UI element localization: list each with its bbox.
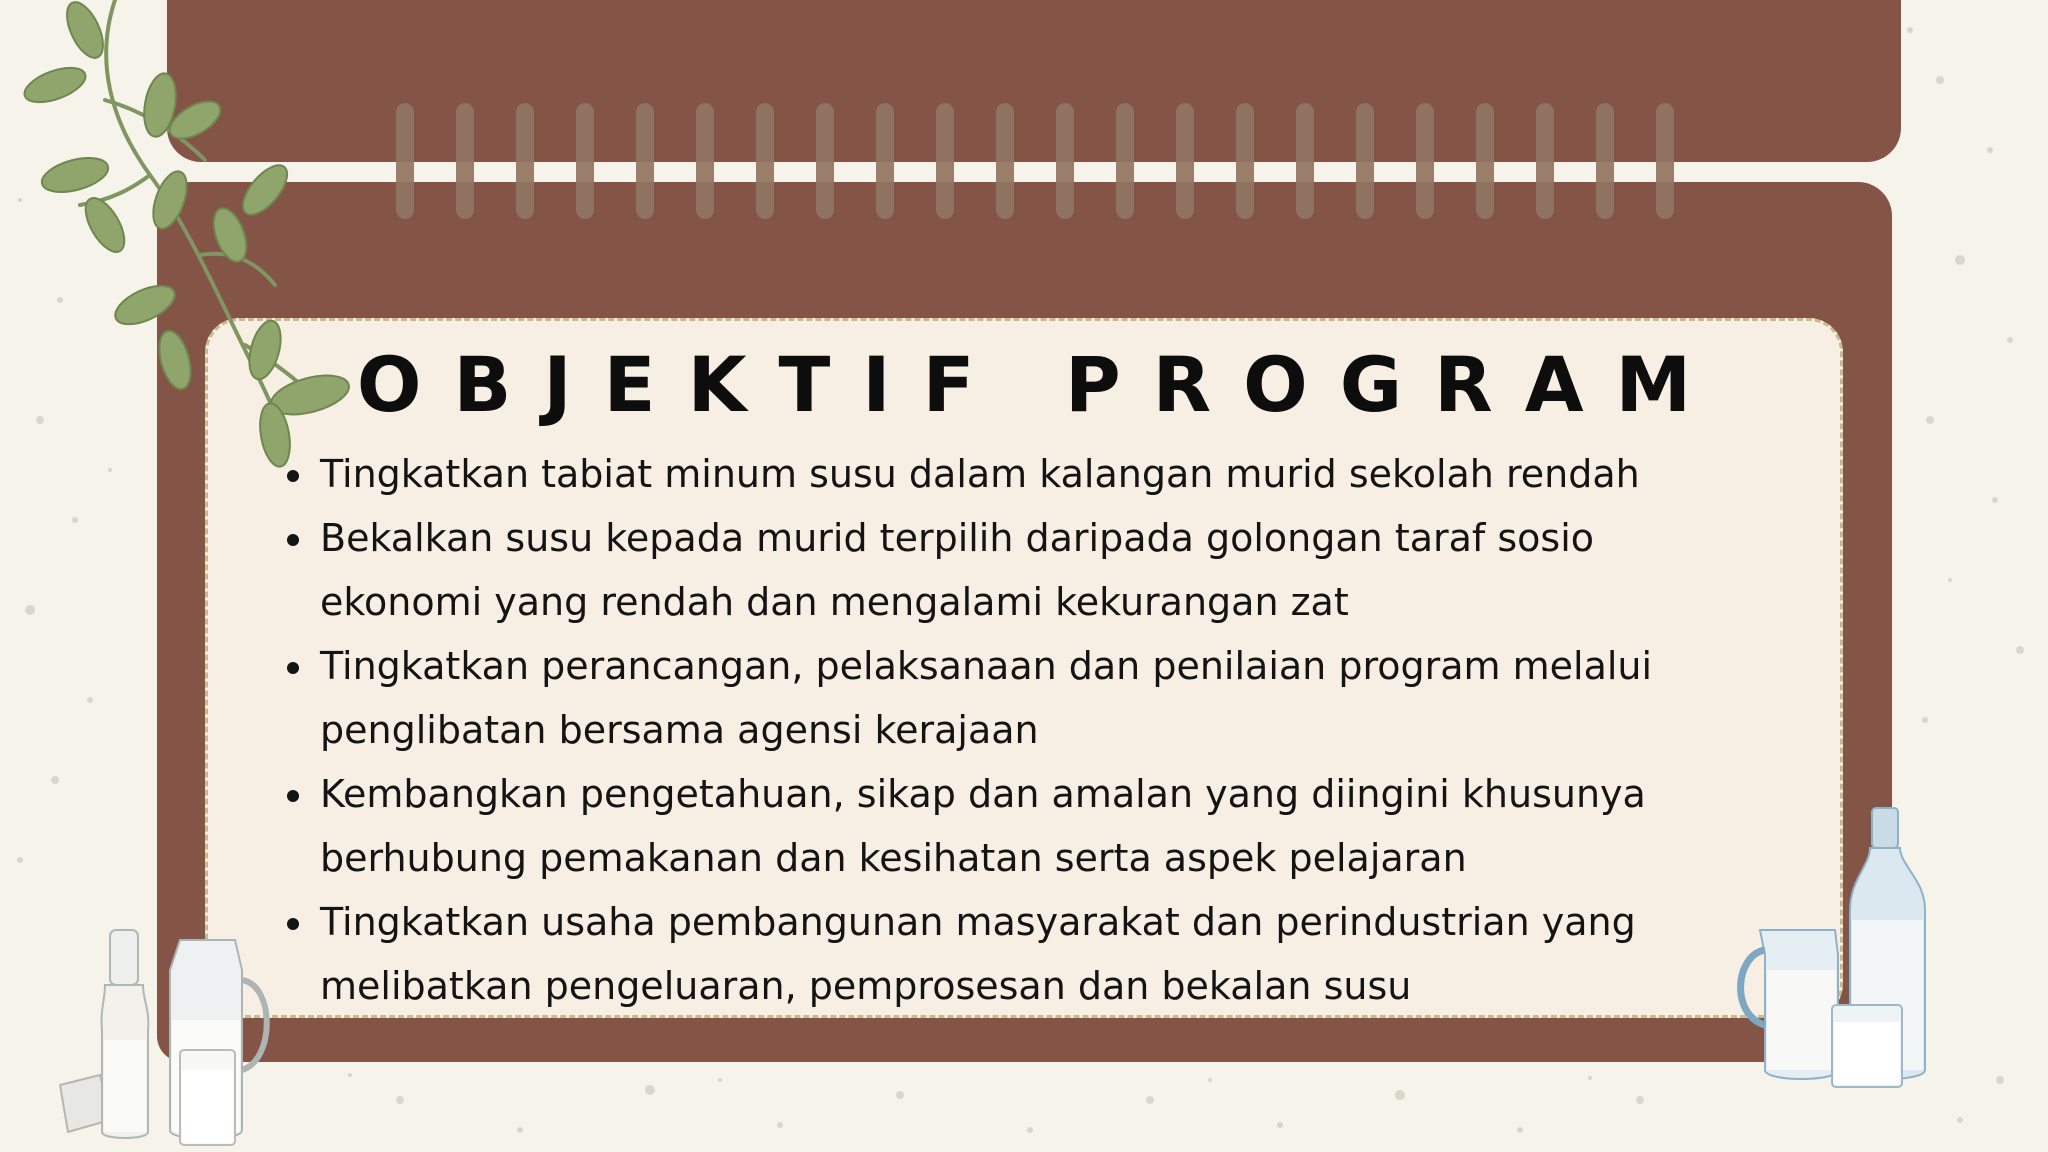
slide-title: OBJEKTIF PROGRAM — [356, 340, 1724, 429]
objectives-list — [280, 442, 1720, 1018]
notebook-top-flap — [167, 0, 1901, 162]
objective-item: Kembangkan pengetahuan, sikap dan amalan yang diingini khusunya berhubung pemakanan dan kesihatan serta aspek pelajaran — [320, 762, 1720, 890]
milk-jug-bottle-icon — [1720, 800, 1960, 1100]
objective-item: Tingkatkan perancangan, pelaksanaan dan penilaian program melalui penglibatan bersama agensi kerajaan — [320, 634, 1720, 762]
objective-item: Tingkatkan tabiat minum susu dalam kalangan murid sekolah rendah — [320, 442, 1720, 506]
objective-item: Tingkatkan usaha pembangunan masyarakat dan perindustrian yang melibatkan pengeluaran, pemprosesan dan bekalan susu — [320, 890, 1720, 1018]
objective-item: Bekalkan susu kepada murid terpilih daripada golongan taraf sosio ekonomi yang rendah dan mengalami kekurangan zat — [320, 506, 1720, 634]
leaf-vine-icon — [0, 0, 380, 500]
milk-bottles-icon — [30, 910, 310, 1152]
